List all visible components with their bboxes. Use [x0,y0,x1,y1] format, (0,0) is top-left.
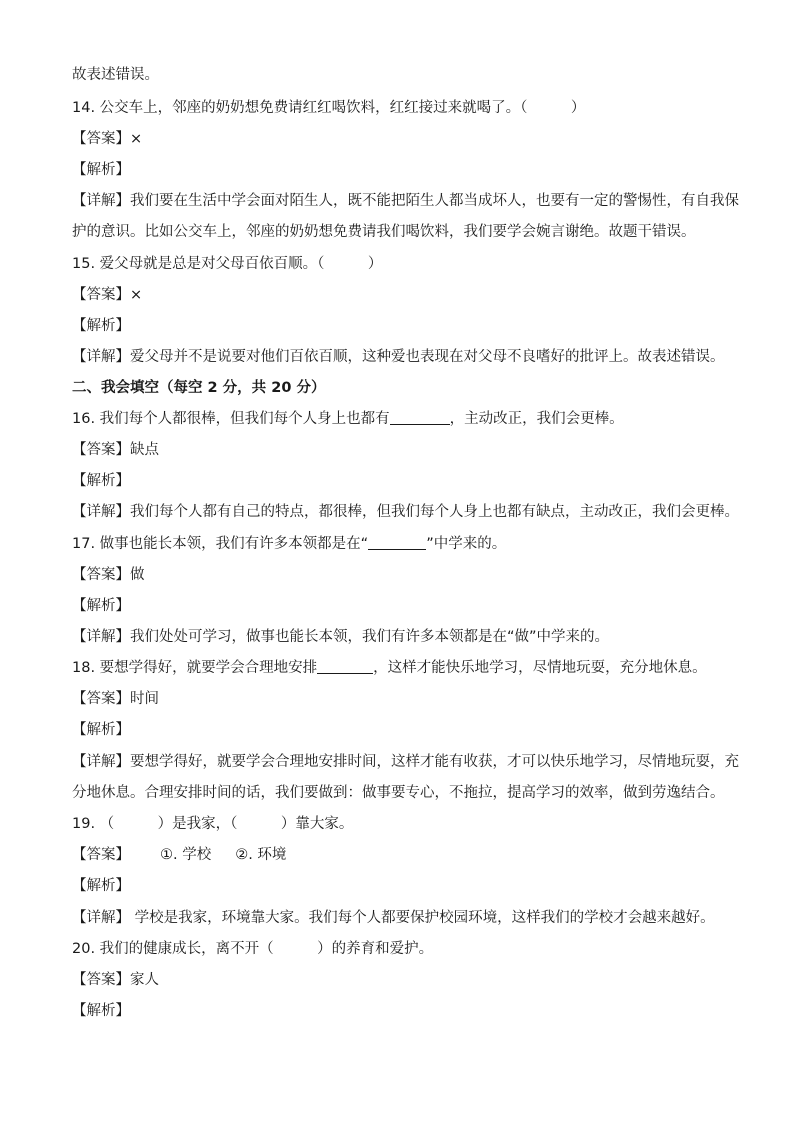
answer-19-item-1: ①. 学校 [160,847,212,863]
question-16 [72,408,624,430]
answer-14: 【答案】× [72,131,143,147]
detail-17: 【详解】我们处处可学习，做事也能长本领，我们有许多本领都是在“做”中学来的。 [72,629,610,645]
detail-16: 【详解】我们每个人都有自己的特点，都很棒，但我们每个人身上也都有缺点，主动改正，我们会更棒。 [72,504,739,520]
question-18-part-a: 18. 要想学得好，就要学会合理地安排 [72,660,318,676]
analysis-17: 【解析】 [72,598,130,614]
previous-answer-tail: 故表述错误。 [72,67,159,83]
question-20: 20. 我们的健康成长，离不开（ ）的养育和爱护。 [72,941,434,957]
question-17-part-b: ”中学来的。 [426,536,507,552]
answer-19 [72,844,286,866]
question-18 [72,657,707,679]
question-16-part-a: 16. 我们每个人都很棒，但我们每个人身上也都有 [72,411,390,427]
analysis-18: 【解析】 [72,722,130,738]
question-15: 15. 爱父母就是总是对父母百依百顺。（ ） [72,256,383,272]
detail-14-line-2: 护的意识。比如公交车上，邻座的奶奶想免费请我们喝饮料，我们要学会婉言谢绝。故题干错误。 [72,224,696,240]
detail-19: 【详解】 学校是我家，环境靠大家。我们每个人都要保护校园环境，这样我们的学校才会越来越好。 [72,910,715,926]
analysis-15: 【解析】 [72,318,130,334]
answer-18: 【答案】时间 [72,691,159,707]
detail-18-line-1: 【详解】要想学得好，就要学会合理地安排时间，这样才能有收获，才可以快乐地学习，尽情地玩耍，充 [72,754,739,770]
answer-16: 【答案】缺点 [72,442,159,458]
question-17-part-a: 17. 做事也能长本领，我们有许多本领都是在“ [72,536,369,552]
answer-20: 【答案】家人 [72,972,159,988]
question-16-part-b: ，主动改正，我们会更棒。 [449,411,624,427]
detail-18-line-2: 分地休息。合理安排时间的话，我们要做到：做事要专心，不拖拉，提高学习的效率，做到劳逸结合。 [72,785,725,801]
answer-15: 【答案】× [72,287,143,303]
question-19: 19. （ ）是我家，（ ）靠大家。 [72,816,354,832]
analysis-19: 【解析】 [72,878,130,894]
question-18-part-b: ，这样才能快乐地学习，尽情地玩耍，充分地休息。 [373,660,707,676]
answer-blank [368,534,426,550]
detail-15: 【详解】爱父母并不是说要对他们百依百顺，这种爱也表现在对父母不良嗜好的批评上。故表述错误。 [72,349,725,365]
section-2-heading: 二、我会填空（每空 2 分，共 20 分） [72,380,326,396]
question-14: 14. 公交车上，邻座的奶奶想免费请红红喝饮料，红红接过来就喝了。（ ） [72,100,586,116]
answer-17: 【答案】做 [72,567,145,583]
answer-19-label: 【答案】 [72,847,130,863]
answer-blank [390,409,450,425]
question-17 [72,533,506,555]
answer-blank [317,658,373,674]
detail-14-line-1: 【详解】我们要在生活中学会面对陌生人，既不能把陌生人都当成坏人，也要有一定的警惕性，有自我保 [72,193,739,209]
answer-19-item-2: ②. 环境 [235,847,287,863]
analysis-14: 【解析】 [72,162,130,178]
analysis-20: 【解析】 [72,1003,130,1019]
analysis-16: 【解析】 [72,473,130,489]
